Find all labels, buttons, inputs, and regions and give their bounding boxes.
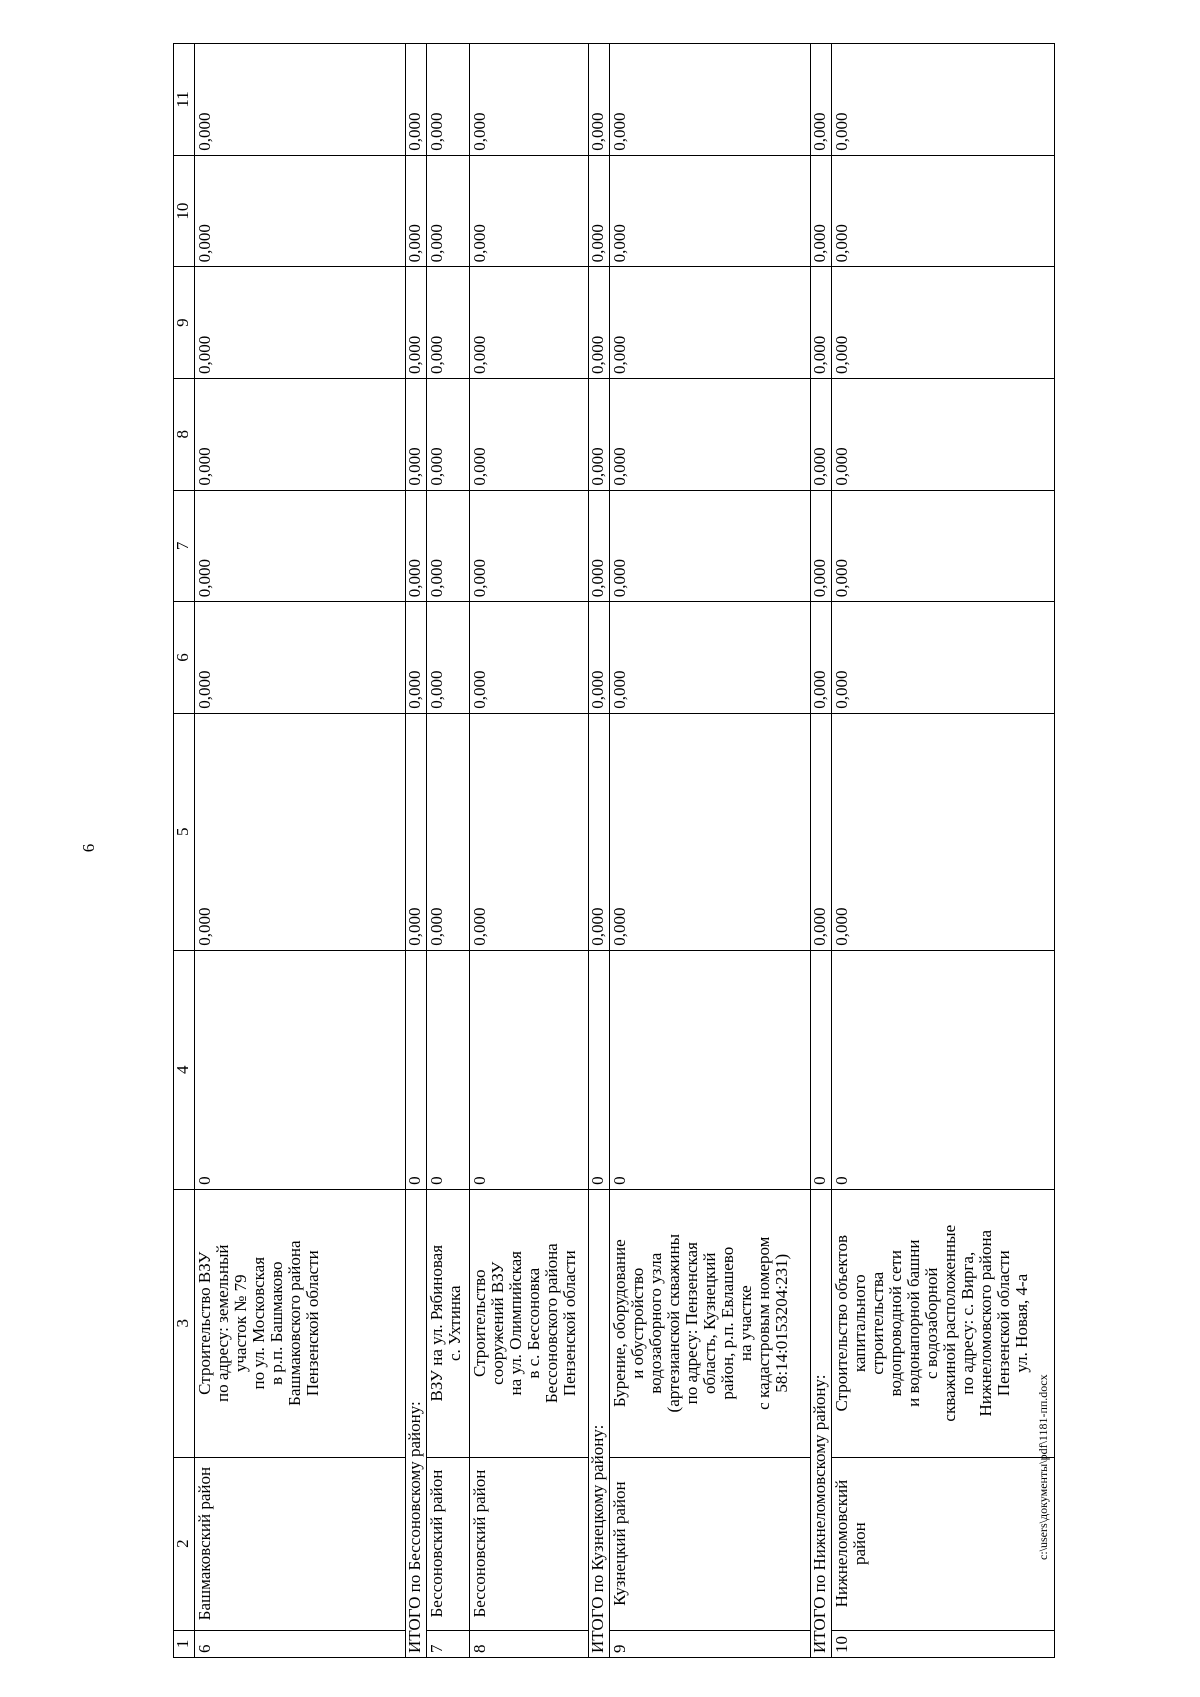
description-line: по адресу: земельный bbox=[213, 1244, 232, 1402]
value-cell-5: 0,000 bbox=[610, 713, 811, 950]
value-cell-9: 0,000 bbox=[811, 267, 832, 379]
value-cell-10: 0,000 bbox=[406, 155, 427, 267]
total-label: ИТОГО по Кузнецкому району: bbox=[589, 1189, 610, 1657]
table-row bbox=[195, 44, 406, 1658]
value-cell-8: 0,000 bbox=[427, 378, 470, 490]
value-cell-9: 0,000 bbox=[470, 267, 589, 379]
total-row bbox=[589, 44, 610, 1658]
total-row bbox=[811, 44, 832, 1658]
object-description bbox=[832, 1189, 1055, 1457]
value-cell-10: 0,000 bbox=[195, 155, 406, 267]
row-number: 9 bbox=[610, 1630, 811, 1657]
value-cell-4: 0 bbox=[470, 950, 589, 1189]
value-cell-4: 0 bbox=[406, 950, 427, 1189]
total-label: ИТОГО по Нижнеломовскому району: bbox=[811, 1189, 832, 1657]
description-line: район, р.п. Евлашево bbox=[718, 1246, 737, 1400]
value-cell-6: 0,000 bbox=[610, 602, 811, 714]
value-cell-8: 0,000 bbox=[811, 378, 832, 490]
value-cell-10: 0,000 bbox=[610, 155, 811, 267]
value-cell-9: 0,000 bbox=[427, 267, 470, 379]
object-description bbox=[470, 1189, 589, 1457]
value-cell-6: 0,000 bbox=[195, 602, 406, 714]
description-line: Строительство объектов bbox=[832, 1234, 851, 1412]
value-cell-8: 0,000 bbox=[195, 378, 406, 490]
column-number-7: 7 bbox=[174, 490, 195, 602]
column-number-1: 1 bbox=[174, 1630, 195, 1657]
value-cell-7: 0,000 bbox=[195, 490, 406, 602]
description-line: скважиной расположенные bbox=[940, 1224, 959, 1422]
value-cell-8: 0,000 bbox=[589, 378, 610, 490]
value-cell-10: 0,000 bbox=[589, 155, 610, 267]
value-cell-7: 0,000 bbox=[427, 490, 470, 602]
object-description bbox=[195, 1189, 406, 1457]
value-cell-9: 0,000 bbox=[610, 267, 811, 379]
description-line: область, Кузнецкий bbox=[700, 1252, 719, 1394]
row-number: 10 bbox=[832, 1630, 1055, 1657]
column-number-6: 6 bbox=[174, 602, 195, 714]
district-name: Бессоновский район bbox=[470, 1457, 589, 1630]
table-row bbox=[610, 44, 811, 1658]
value-cell-6: 0,000 bbox=[811, 602, 832, 714]
value-cell-7: 0,000 bbox=[811, 490, 832, 602]
value-cell-11: 0,000 bbox=[832, 44, 1055, 156]
value-cell-6: 0,000 bbox=[427, 602, 470, 714]
column-number-10: 10 bbox=[174, 155, 195, 267]
value-cell-4: 0 bbox=[811, 950, 832, 1189]
value-cell-7: 0,000 bbox=[589, 490, 610, 602]
value-cell-4: 0 bbox=[195, 950, 406, 1189]
value-cell-5: 0,000 bbox=[589, 713, 610, 950]
value-cell-6: 0,000 bbox=[406, 602, 427, 714]
value-cell-6: 0,000 bbox=[470, 602, 589, 714]
row-number: 8 bbox=[470, 1630, 589, 1657]
value-cell-5: 0,000 bbox=[427, 713, 470, 950]
description-line: по адресу: Пензенская bbox=[682, 1242, 701, 1405]
value-cell-7: 0,000 bbox=[406, 490, 427, 602]
value-cell-11: 0,000 bbox=[589, 44, 610, 156]
row-number: 7 bbox=[427, 1630, 470, 1657]
description-line: Бурение, оборудование bbox=[610, 1239, 629, 1408]
value-cell-5: 0,000 bbox=[811, 713, 832, 950]
value-cell-5: 0,000 bbox=[470, 713, 589, 950]
description-line: Бессоновского района bbox=[542, 1243, 561, 1404]
total-row bbox=[406, 44, 427, 1658]
column-number-9: 9 bbox=[174, 267, 195, 379]
value-cell-4: 0 bbox=[610, 950, 811, 1189]
value-cell-6: 0,000 bbox=[832, 602, 1055, 714]
description-line: Башмаковского района bbox=[285, 1240, 304, 1406]
description-line: ВЗУ на ул. Рябиновая bbox=[427, 1244, 446, 1402]
value-cell-9: 0,000 bbox=[589, 267, 610, 379]
value-cell-9: 0,000 bbox=[832, 267, 1055, 379]
page-number: 6 bbox=[79, 843, 98, 853]
description-line: с кадастровым номером bbox=[754, 1236, 773, 1410]
value-cell-8: 0,000 bbox=[406, 378, 427, 490]
row-number: 6 bbox=[195, 1630, 406, 1657]
district-name: Бессоновский район bbox=[427, 1457, 470, 1630]
description-line: Пензенской области bbox=[303, 1250, 322, 1397]
district-name: Кузнецкий район bbox=[610, 1457, 811, 1630]
value-cell-11: 0,000 bbox=[406, 44, 427, 156]
description-line: с. Ухтинка bbox=[445, 1285, 464, 1362]
value-cell-5: 0,000 bbox=[406, 713, 427, 950]
value-cell-6: 0,000 bbox=[589, 602, 610, 714]
description-line: 58:14:0153204:231) bbox=[772, 1253, 791, 1393]
table-row bbox=[427, 44, 470, 1658]
table-row bbox=[832, 44, 1055, 1658]
object-description bbox=[610, 1189, 811, 1457]
column-number-3: 3 bbox=[174, 1189, 195, 1457]
description-line: строительства bbox=[868, 1271, 887, 1375]
value-cell-7: 0,000 bbox=[470, 490, 589, 602]
value-cell-11: 0,000 bbox=[470, 44, 589, 156]
value-cell-7: 0,000 bbox=[832, 490, 1055, 602]
value-cell-8: 0,000 bbox=[470, 378, 589, 490]
description-line: капитального bbox=[850, 1274, 869, 1373]
description-line: Пензенской области bbox=[560, 1250, 579, 1397]
table-body bbox=[174, 44, 1055, 1658]
description-line: и обустройство bbox=[628, 1267, 647, 1379]
description-line: Строительство ВЗУ bbox=[195, 1251, 214, 1395]
value-cell-4: 0 bbox=[589, 950, 610, 1189]
description-line: участок № 79 bbox=[231, 1274, 250, 1373]
description-line: на участке bbox=[736, 1285, 755, 1362]
total-label: ИТОГО по Бессоновскому району: bbox=[406, 1189, 427, 1657]
value-cell-4: 0 bbox=[832, 950, 1055, 1189]
value-cell-10: 0,000 bbox=[470, 155, 589, 267]
budget-table bbox=[173, 43, 1055, 1658]
value-cell-5: 0,000 bbox=[832, 713, 1055, 950]
value-cell-8: 0,000 bbox=[832, 378, 1055, 490]
value-cell-11: 0,000 bbox=[195, 44, 406, 156]
description-line: Строительство bbox=[470, 1269, 489, 1377]
table-row bbox=[470, 44, 589, 1658]
value-cell-11: 0,000 bbox=[427, 44, 470, 156]
description-line: Пензенской области bbox=[994, 1250, 1013, 1397]
description-line: по адресу: с. Вирга, bbox=[958, 1251, 977, 1395]
value-cell-9: 0,000 bbox=[406, 267, 427, 379]
description-line: сооружений ВЗУ bbox=[488, 1261, 507, 1385]
value-cell-10: 0,000 bbox=[811, 155, 832, 267]
value-cell-10: 0,000 bbox=[832, 155, 1055, 267]
description-line: в р.п. Башмаково bbox=[267, 1261, 286, 1385]
description-line: в с. Бессоновка bbox=[524, 1267, 543, 1379]
description-line: на ул. Олимпийская bbox=[506, 1251, 525, 1396]
value-cell-8: 0,000 bbox=[610, 378, 811, 490]
description-line: и водонапорной башни bbox=[904, 1239, 923, 1407]
district-name: Башмаковский район bbox=[195, 1457, 406, 1630]
value-cell-9: 0,000 bbox=[195, 267, 406, 379]
value-cell-7: 0,000 bbox=[610, 490, 811, 602]
column-number-8: 8 bbox=[174, 378, 195, 490]
description-line: (артезианской скважины bbox=[664, 1234, 683, 1413]
budget-table-container bbox=[173, 43, 1113, 1658]
header-row bbox=[174, 44, 195, 1658]
description-line: ул. Новая, 4-а bbox=[1012, 1273, 1031, 1373]
value-cell-5: 0,000 bbox=[195, 713, 406, 950]
column-number-4: 4 bbox=[174, 950, 195, 1189]
column-number-11: 11 bbox=[174, 44, 195, 156]
value-cell-10: 0,000 bbox=[427, 155, 470, 267]
description-line: с водозаборной bbox=[922, 1267, 941, 1379]
footer-file-path: c:\users\документы\pdf\1181-пп.docx bbox=[1036, 1374, 1050, 1560]
object-description bbox=[427, 1189, 470, 1457]
value-cell-11: 0,000 bbox=[811, 44, 832, 156]
description-line: по ул. Московская bbox=[249, 1256, 268, 1390]
description-line: водопроводной сети bbox=[886, 1249, 905, 1397]
district-name: Нижнеломовский район bbox=[832, 1457, 1055, 1630]
value-cell-11: 0,000 bbox=[610, 44, 811, 156]
value-cell-4: 0 bbox=[427, 950, 470, 1189]
column-number-2: 2 bbox=[174, 1457, 195, 1630]
description-line: Нижнеломовского района bbox=[976, 1229, 995, 1417]
column-number-5: 5 bbox=[174, 713, 195, 950]
description-line: водозаборного узла bbox=[646, 1252, 665, 1394]
